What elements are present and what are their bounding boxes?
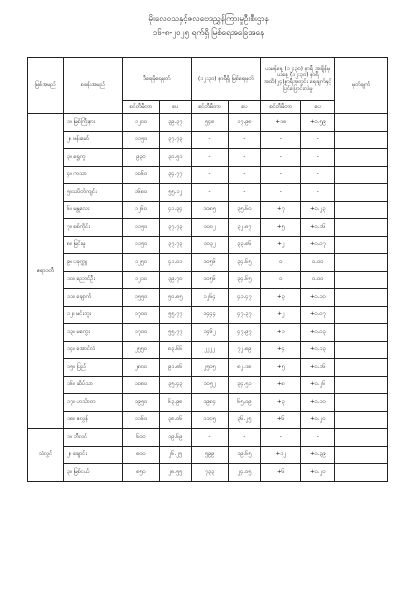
subheader-cm: စင်တီမီတာ (191, 101, 228, 114)
table-row (28, 271, 388, 289)
station-name: ၁၄။ အောင်လံ (63, 341, 122, 359)
station-name: ၁၁။ ချောက် (63, 289, 122, 307)
current-cm: ၁၀၈၅ (191, 201, 228, 219)
header-danger-level: ဒီရေမှိရေမှတ် (122, 58, 191, 101)
header-24h-change: ယမန်နေ့ (၁၂:၃၀) နာရီ အချိန်မှ ယနေ့ (၁၂:၃၀) နာရီအထိ(၂၄)နာရီအတွင်း ရေချက်နှင့်ပြင်ပြောင်းလဲမှု (261, 58, 335, 101)
station-name: ၃။ ရွှေကူ (63, 149, 122, 167)
header-region: မြစ်အမည် (28, 58, 64, 114)
change-cm: ၀ (261, 271, 301, 289)
current-ft: - (228, 149, 261, 167)
table-row (28, 324, 388, 342)
table-row (28, 149, 388, 167)
current-ft: ၃၅.၆၀ (228, 201, 261, 219)
table-row (28, 306, 388, 324)
danger-cm: ၁၀၈၀ (122, 376, 159, 394)
current-cm: - (191, 184, 228, 202)
danger-cm: ၉၃၀ (122, 149, 159, 167)
current-cm: - (191, 429, 228, 447)
station-name: ၁။ မြစ်ကြီးနား (63, 114, 122, 132)
table-row (28, 131, 388, 149)
table-row (28, 201, 388, 219)
change-ft: - (301, 166, 335, 184)
remark-cell (335, 184, 388, 202)
current-ft: ၆၅.၀၉ (228, 394, 261, 412)
subheader-cm: စင်တီမီတာ (261, 101, 301, 114)
table-row (28, 341, 388, 359)
change-ft: ၀.၀၀ (301, 271, 335, 289)
current-cm: ၂၂၂၂ (191, 341, 228, 359)
current-ft: - (228, 131, 261, 149)
danger-ft: ၃၄.၇၇ (159, 166, 191, 184)
remark-cell (335, 114, 388, 132)
change-ft: - (301, 149, 335, 167)
change-ft: +၀.၂၀ (301, 464, 335, 482)
subheader-ft: ပေ (301, 101, 335, 114)
station-name: ၁၆။ ဆိပ်သာ (63, 376, 122, 394)
change-ft: +၀.၁၀ (301, 394, 335, 412)
danger-ft: ၈၃.၆၆ (159, 341, 191, 359)
remark-cell (335, 201, 388, 219)
danger-ft: ၃၉.၇၀ (159, 271, 191, 289)
table-row (28, 114, 388, 132)
current-ft: ၄၇.၃၇ (228, 306, 261, 324)
document-title: မိုးလေဝသနှင့်ဇလဗေဒညွှန်ကြားမှုဦးစီးဌာန (148, 14, 269, 23)
current-ft: - (228, 429, 261, 447)
danger-cm: ၆၀၀ (122, 429, 159, 447)
table-row (28, 219, 388, 237)
danger-ft: ၂၆.၂၅ (159, 446, 191, 464)
change-cm: +၅ (261, 359, 301, 377)
danger-ft: ၄၁.၃၄ (159, 201, 191, 219)
remark-cell (335, 219, 388, 237)
danger-cm: ၁၂၆၀ (122, 201, 159, 219)
change-ft: +၀.၁၆ (301, 219, 335, 237)
river-level-table (27, 57, 388, 482)
station-name: ၄။ ကသာ (63, 166, 122, 184)
station-name: ၁၃။ မကွေး (63, 324, 122, 342)
document-date-subtitle: ၁၆-၈-၂၀၂၅ ရက်ရှိ မြစ်ရေအခြေအနေ (152, 28, 265, 37)
current-cm: ၁၁၀၅ (191, 411, 228, 429)
change-cm: - (261, 131, 301, 149)
header-current-level: (၁၂:၃၀) နာရီရှိ မြစ်ရေမှတ် (191, 58, 261, 101)
table-row (28, 464, 388, 482)
current-cm: ၁၉၈၄ (191, 394, 228, 412)
change-cm: +၅ (261, 219, 301, 237)
current-cm: ၁၂၆၄ (191, 289, 228, 307)
remark-cell (335, 306, 388, 324)
change-ft: +၀.၁၀ (301, 289, 335, 307)
remark-cell (335, 166, 388, 184)
danger-ft: ၃၅.၄၃ (159, 376, 191, 394)
change-cm: - (261, 184, 301, 202)
change-ft: - (301, 131, 335, 149)
current-cm: ၁၀၅၆ (191, 271, 228, 289)
change-ft: +၀.၂၆ (301, 376, 335, 394)
current-cm: - (191, 149, 228, 167)
danger-cm: ၁၁၅၀ (122, 219, 159, 237)
danger-ft: ၂၈.၅၅ (159, 464, 191, 482)
change-cm: +၁၈ (261, 114, 301, 132)
danger-ft: ၉၁.၈၆ (159, 359, 191, 377)
danger-ft: ၅၀.၈၅ (159, 289, 191, 307)
danger-cm: ၁၀၆၀ (122, 166, 159, 184)
danger-cm: ၁၇၀၀ (122, 306, 159, 324)
current-cm: ၁၀၀၂ (191, 219, 228, 237)
current-cm: ၅၄၈ (191, 114, 228, 132)
current-ft: - (228, 184, 261, 202)
change-cm: +၄ (261, 341, 301, 359)
station-name: ၂။ ဗန်းမော် (63, 131, 122, 149)
danger-ft: ၃၇.၇၃ (159, 236, 191, 254)
change-ft: ၀.၀၀ (301, 254, 335, 272)
danger-ft: ၃၇.၇၃ (159, 131, 191, 149)
danger-cm: ၂၈၀၀ (122, 359, 159, 377)
table-row (28, 236, 388, 254)
current-cm: ၁၄၆၂ (191, 324, 228, 342)
current-cm: ၁၀၅၂ (191, 376, 228, 394)
subheader-ft: ပေ (228, 101, 261, 114)
remark-cell (335, 341, 388, 359)
change-cm: +၇ (261, 201, 301, 219)
danger-cm: ၁၁၅၀ (122, 236, 159, 254)
header-station: စခန်းအမည် (63, 58, 122, 114)
station-name: ၁၅။ ပြည် (63, 359, 122, 377)
change-cm: +၃ (261, 394, 301, 412)
remark-cell (335, 411, 388, 429)
danger-ft: ၅၅.၇၇ (159, 306, 191, 324)
danger-cm: ၁၂၁၀ (122, 271, 159, 289)
current-ft: ၈၂.၁၈ (228, 359, 261, 377)
danger-ft: ၆၃.၉၈ (159, 394, 191, 412)
danger-cm: ၁၂၀၀ (122, 114, 159, 132)
remark-cell (335, 149, 388, 167)
change-ft: +၀.၀၃ (301, 324, 335, 342)
current-ft: ၄၇.၉၇ (228, 324, 261, 342)
table-row (28, 254, 388, 272)
change-ft: +၀.၀၇ (301, 236, 335, 254)
region-name: သံလွင် (28, 429, 64, 482)
change-ft: - (301, 429, 335, 447)
current-ft: ၃၄.၅၁ (228, 376, 261, 394)
remark-cell (335, 271, 388, 289)
header-remark: မှတ်ချက် (335, 58, 388, 114)
remark-cell (335, 429, 388, 447)
danger-ft: ၃၇.၇၃ (159, 219, 191, 237)
subheader-cm: စင်တီမီတာ (122, 101, 159, 114)
change-cm: +၂ (261, 306, 301, 324)
subheader-ft: ပေ (159, 101, 191, 114)
remark-cell (335, 131, 388, 149)
change-cm: ၀ (261, 254, 301, 272)
change-cm: +၁၂ (261, 446, 301, 464)
danger-cm: ၈၅၀ (122, 464, 159, 482)
table-body (28, 114, 388, 482)
change-ft: +၀.၀၇ (301, 306, 335, 324)
change-ft: +၀.၁၃ (301, 341, 335, 359)
current-ft: ၁၇.၉၈ (228, 114, 261, 132)
current-ft: ၂၄.၀၅ (228, 464, 261, 482)
change-cm: +၁ (261, 324, 301, 342)
current-ft: ၃၄.၆၅ (228, 271, 261, 289)
table-row (28, 166, 388, 184)
remark-cell (335, 254, 388, 272)
station-name: ၃။ မြစ်ငယ် (63, 464, 122, 482)
table-row (28, 394, 388, 412)
station-name: ၇။ စစ်ကိုင်း (63, 219, 122, 237)
change-ft: +၀.၂၀ (301, 411, 335, 429)
remark-cell (335, 464, 388, 482)
station-name: ၁၈။ ဇလွန် (63, 411, 122, 429)
remark-cell (335, 324, 388, 342)
danger-ft: ၃၉.၃၇ (159, 114, 191, 132)
danger-ft: ၅၅.၇၇ (159, 324, 191, 342)
station-name: ၂။ ချောင်း (63, 446, 122, 464)
danger-cm: ၁၅၅၀ (122, 289, 159, 307)
table-row (28, 289, 388, 307)
remark-cell (335, 446, 388, 464)
current-cm: - (191, 131, 228, 149)
current-ft: ၃၂.၈၇ (228, 219, 261, 237)
danger-cm: ၂၅၅၀ (122, 341, 159, 359)
station-name: ၈။ မြင်းမူ (63, 236, 122, 254)
current-cm: ၂၅၀၅ (191, 359, 228, 377)
change-cm: - (261, 429, 301, 447)
station-name: ၆။ မန္တလေး (63, 201, 122, 219)
change-ft: +၀.၅၉ (301, 114, 335, 132)
change-cm: - (261, 149, 301, 167)
danger-ft: ၄၁.၀၁ (159, 254, 191, 272)
current-cm: ၁၀၅၆ (191, 254, 228, 272)
current-ft: ၃၃.၈၆ (228, 236, 261, 254)
change-cm: - (261, 166, 301, 184)
current-cm: ၁၀၃၂ (191, 236, 228, 254)
current-ft: ၃၄.၆၅ (228, 254, 261, 272)
table-row (28, 376, 388, 394)
table-row (28, 429, 388, 447)
danger-cm: ၁၂၅၀ (122, 254, 159, 272)
region-name: ဧရာဝတီ (28, 114, 64, 429)
station-name: ၅။သပိတ်ကျင်း (63, 184, 122, 202)
change-cm: +၃ (261, 289, 301, 307)
table-row (28, 359, 388, 377)
remark-cell (335, 394, 388, 412)
current-cm: ၇၃၃ (191, 464, 228, 482)
table-row (28, 446, 388, 464)
change-cm: +၆ (261, 464, 301, 482)
change-ft: - (301, 184, 335, 202)
change-ft: +၀.၂၃ (301, 201, 335, 219)
station-name: ၁။ ဘီလင် (63, 429, 122, 447)
current-cm: - (191, 166, 228, 184)
danger-ft: ၃၈.၀၆ (159, 411, 191, 429)
current-ft: - (228, 166, 261, 184)
station-name: ၁၂။ မင်းဘူး (63, 306, 122, 324)
current-cm: ၁၄၄၄ (191, 306, 228, 324)
current-ft: ၃၆.၂၅ (228, 411, 261, 429)
change-cm: +၂ (261, 236, 301, 254)
danger-ft: ၁၉.၆၉ (159, 429, 191, 447)
danger-cm: ၁၇၀၀ (122, 324, 159, 342)
remark-cell (335, 236, 388, 254)
remark-cell (335, 376, 388, 394)
remark-cell (335, 289, 388, 307)
danger-cm: ၁၁၆၀ (122, 411, 159, 429)
danger-cm: ၁၆၈၀ (122, 184, 159, 202)
change-cm: +၆ (261, 411, 301, 429)
danger-cm: ၁၉၅၀ (122, 394, 159, 412)
station-name: ၁၇။ ဟင်္သာတ (63, 394, 122, 412)
table-row (28, 184, 388, 202)
station-name: ၁၀။ ညောင်ဦး (63, 271, 122, 289)
danger-ft: ၅၅.၁၂ (159, 184, 191, 202)
current-ft: ၇၂.၈၉ (228, 341, 261, 359)
danger-cm: ၈၀၀ (122, 446, 159, 464)
change-cm: +၈ (261, 376, 301, 394)
current-ft: ၄၁.၄၇ (228, 289, 261, 307)
current-ft: ၁၉.၆၅ (228, 446, 261, 464)
change-ft: +၀.၃၉ (301, 446, 335, 464)
change-ft: +၀.၁၆ (301, 359, 335, 377)
station-name: ၉။ ပခုက္ကူ (63, 254, 122, 272)
table-row (28, 411, 388, 429)
danger-ft: ၃၀.၅၁ (159, 149, 191, 167)
danger-cm: ၁၁၅၀ (122, 131, 159, 149)
current-cm: ၅၉၉ (191, 446, 228, 464)
remark-cell (335, 359, 388, 377)
